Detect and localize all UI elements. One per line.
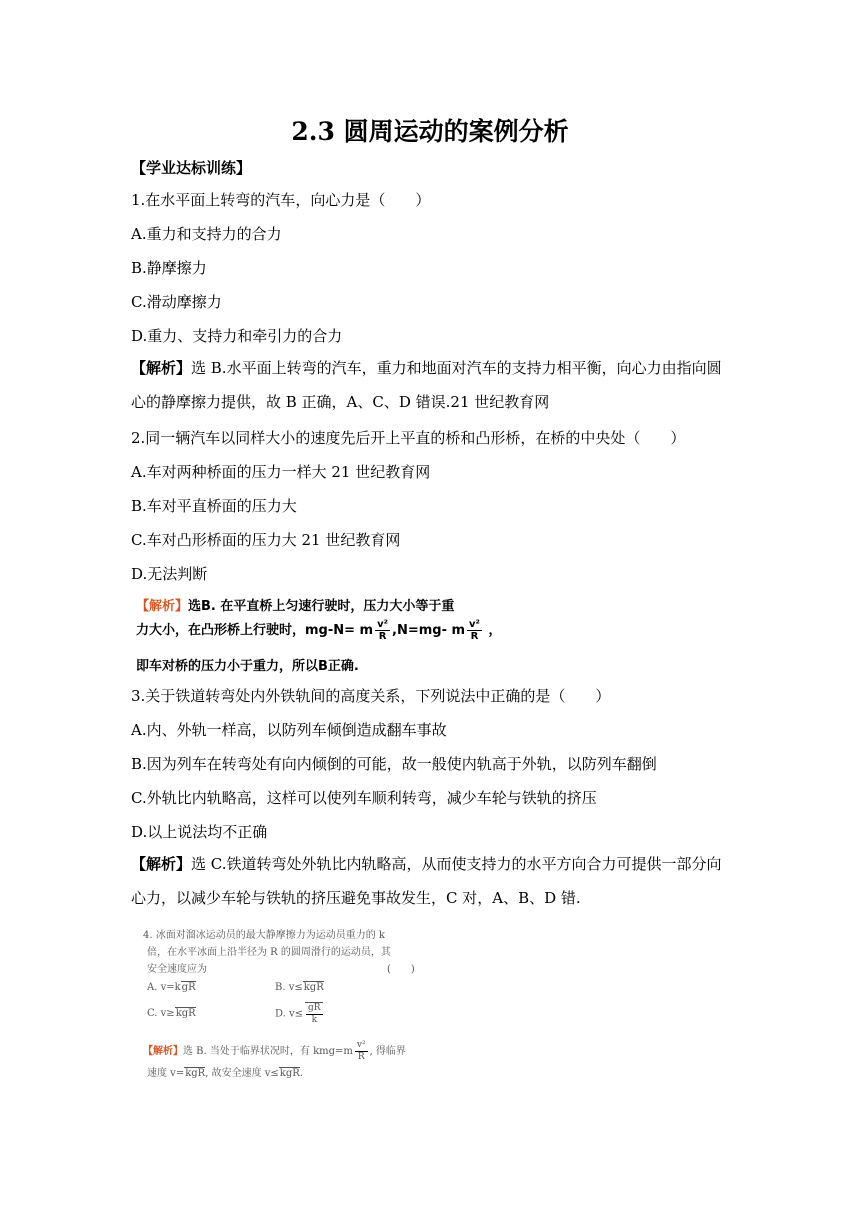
q4-analysis-line2c: . xyxy=(299,1068,303,1079)
q2-frac1-den: R xyxy=(378,631,387,642)
q3-option-b: B.因为列车在转弯处有向内倾倒的可能，故一般使内轨高于外轨，以防列车翻倒 xyxy=(131,755,657,773)
q4-stem-line1: 4. 冰面对溜冰运动员的最大静摩擦力为运动员重力的 k xyxy=(143,930,385,941)
q4-analysis-line2b: , 故安全速度 v≤ xyxy=(205,1068,279,1079)
q4-option-a xyxy=(147,982,196,993)
q1-option-d: D.重力、支持力和牵引力的合力 xyxy=(131,327,343,345)
q1-analysis-tag: 【解析】 xyxy=(131,359,192,377)
q4-analysis-frac-den: R xyxy=(357,1052,365,1062)
q4-analysis-line1a: 选 B. 当处于临界状况时，有 kmg=m xyxy=(183,1046,353,1057)
q2-analysis-line2b: ,N=mg- m xyxy=(392,623,466,638)
q4-option-d xyxy=(275,1002,325,1026)
q3-option-a: A.内、外轨一样高，以防列车倾倒造成翻车事故 xyxy=(131,721,447,739)
q2-option-a: A.车对两种桥面的压力一样大 21 世纪教育网 xyxy=(131,463,431,481)
q4-analysis-frac-num: v² xyxy=(356,1040,366,1050)
q2-option-b: B.车对平直桥面的压力大 xyxy=(131,497,297,515)
q4-option-c-root: kgR xyxy=(175,1008,196,1019)
q2-stem: 2.同一辆汽车以同样大小的速度先后开上平直的桥和凸形桥，在桥的中央处（ ） xyxy=(131,429,686,447)
q1-option-a: A.重力和支持力的合力 xyxy=(131,225,282,243)
page-title: 2.3 圆周运动的案例分析 xyxy=(291,117,569,146)
q2-analysis-line1-text: 选B. 在平直桥上匀速行驶时，压力大小等于重 xyxy=(188,599,455,614)
q4-analysis-line1 xyxy=(143,1040,406,1063)
q2-analysis-tag: 【解析】 xyxy=(136,599,189,614)
q1-stem: 1.在水平面上转弯的汽车，向心力是（ ） xyxy=(131,191,431,209)
q1-analysis-text: 选 B.水平面上转弯的汽车，重力和地面对汽车的支持力相平衡，向心力由指向圆心的静摩擦力提供，故 B 正确，A、C、D 错误.21 世纪教育网 xyxy=(131,359,722,411)
q4-option-d-prefix: D. v≤ xyxy=(275,1008,304,1020)
q4-analysis-root2: kgR xyxy=(279,1068,300,1079)
q2-analysis-line2 xyxy=(136,619,501,642)
q2-analysis-line1 xyxy=(136,595,454,614)
q2-frac1-num: v² xyxy=(377,619,388,630)
q3-stem: 3.关于铁道转弯处内外铁轨间的高度关系，下列说法中正确的是（ ） xyxy=(131,687,611,705)
q4-option-b-root: kgR xyxy=(303,982,324,993)
q2-analysis-line2c: ， xyxy=(483,623,502,638)
q4-stem-line2: 倍，在水平冰面上沿半径为 R 的圆周滑行的运动员，其 xyxy=(147,947,391,958)
q4-answer-paren: ( ) xyxy=(387,964,415,975)
q3-option-c: C.外轨比内轨略高，这样可以使列车顺利转弯，减少车轮与铁轨的挤压 xyxy=(131,789,597,807)
q4-stem-line3: 安全速度应为 xyxy=(147,964,207,975)
q3-analysis xyxy=(131,847,731,915)
q1-option-c: C.滑动摩擦力 xyxy=(131,293,222,311)
q4-option-b xyxy=(275,982,324,993)
q4-option-b-prefix: B. v≤ xyxy=(275,982,303,993)
q1-option-b: B.静摩擦力 xyxy=(131,259,207,277)
q2-option-c: C.车对凸形桥面的压力大 21 世纪教育网 xyxy=(131,531,401,549)
q4-option-a-root: gR xyxy=(181,982,196,993)
section-label: 【学业达标训练】 xyxy=(131,159,252,177)
q4-option-d-num: gR xyxy=(308,1003,321,1013)
q4-analysis-line1b: , 得临界 xyxy=(369,1046,406,1057)
q2-option-d: D.无法判断 xyxy=(131,565,208,583)
q4-option-c-prefix: C. v≥ xyxy=(147,1008,175,1019)
q4-image xyxy=(143,924,433,1082)
q3-option-d: D.以上说法均不正确 xyxy=(131,823,268,841)
q2-analysis-line2a: 力大小，在凸形桥上行驶时，mg-N= m xyxy=(136,623,374,638)
q2-fraction-1 xyxy=(375,619,390,642)
q4-option-c xyxy=(147,1008,196,1019)
q3-analysis-text: 选 C.铁道转弯处外轨比内轨略高，从而使支持力的水平方向合力可提供一部分向心力，以减少车轮与铁轨的挤压避免事故发生，C 对，A、B、D 错. xyxy=(131,855,722,907)
q2-analysis-image xyxy=(136,593,502,677)
q1-analysis xyxy=(131,351,731,419)
q4-option-d-den: k xyxy=(311,1015,318,1025)
q2-frac2-num: v² xyxy=(469,619,480,630)
q4-analysis-tag: 【解析】 xyxy=(143,1046,183,1057)
q4-analysis-fraction xyxy=(355,1040,368,1063)
q4-analysis-line2 xyxy=(147,1064,303,1079)
q3-analysis-tag: 【解析】 xyxy=(131,855,192,873)
q4-option-d-fraction xyxy=(305,1002,323,1026)
q4-option-a-prefix: A. v=k xyxy=(147,982,181,993)
q2-fraction-2 xyxy=(467,619,482,642)
q2-analysis-line3: 即车对桥的压力小于重力，所以B正确. xyxy=(136,659,359,674)
q2-frac2-den: R xyxy=(470,631,479,642)
q4-analysis-line2a: 速度 v= xyxy=(147,1068,185,1079)
q4-analysis-root1: kgR xyxy=(185,1068,206,1079)
